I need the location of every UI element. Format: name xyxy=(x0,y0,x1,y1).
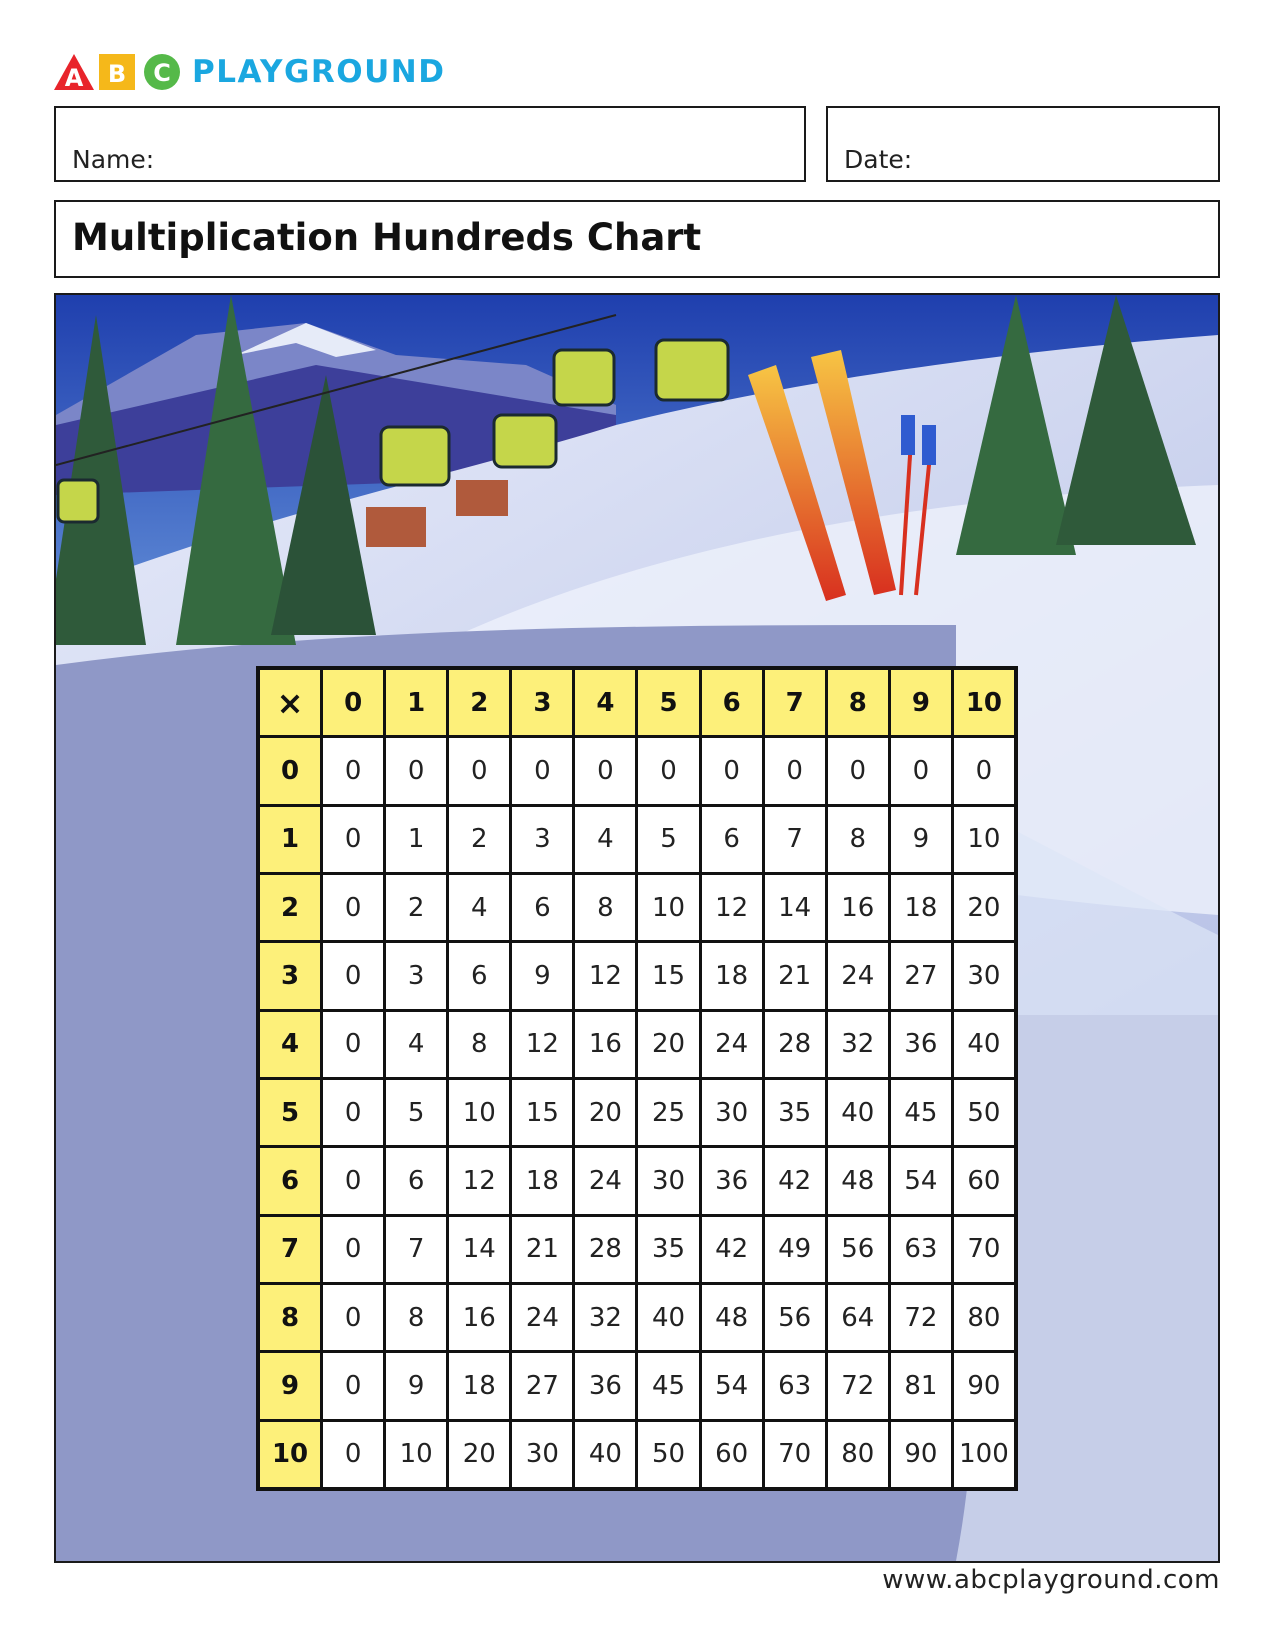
row-header: 8 xyxy=(260,1285,320,1350)
column-header: 3 xyxy=(512,670,572,735)
product-cell: 45 xyxy=(638,1353,698,1418)
product-cell: 10 xyxy=(638,875,698,940)
product-cell: 10 xyxy=(449,1080,509,1145)
product-cell: 9 xyxy=(386,1353,446,1418)
product-cell: 4 xyxy=(575,807,635,872)
product-cell: 8 xyxy=(449,1012,509,1077)
product-cell: 14 xyxy=(765,875,825,940)
product-cell: 90 xyxy=(891,1422,951,1487)
product-cell: 20 xyxy=(449,1422,509,1487)
product-cell: 15 xyxy=(512,1080,572,1145)
product-cell: 24 xyxy=(575,1148,635,1213)
brand-logo xyxy=(54,52,445,92)
product-cell: 80 xyxy=(828,1422,888,1487)
product-cell: 50 xyxy=(638,1422,698,1487)
product-cell: 49 xyxy=(765,1217,825,1282)
product-cell: 6 xyxy=(386,1148,446,1213)
product-cell: 64 xyxy=(828,1285,888,1350)
product-cell: 0 xyxy=(512,738,572,803)
column-header: 7 xyxy=(765,670,825,735)
product-cell: 45 xyxy=(891,1080,951,1145)
logo-letter-b: B xyxy=(107,60,127,88)
product-cell: 14 xyxy=(449,1217,509,1282)
product-cell: 16 xyxy=(575,1012,635,1077)
product-cell: 6 xyxy=(702,807,762,872)
column-header: 8 xyxy=(828,670,888,735)
multiply-symbol-cell: × xyxy=(260,670,320,735)
product-cell: 100 xyxy=(954,1422,1014,1487)
product-cell: 50 xyxy=(954,1080,1014,1145)
product-cell: 15 xyxy=(638,943,698,1008)
product-cell: 70 xyxy=(765,1422,825,1487)
column-header: 9 xyxy=(891,670,951,735)
product-cell: 8 xyxy=(575,875,635,940)
product-cell: 4 xyxy=(386,1012,446,1077)
row-header: 6 xyxy=(260,1148,320,1213)
product-cell: 30 xyxy=(702,1080,762,1145)
product-cell: 0 xyxy=(891,738,951,803)
date-label: Date: xyxy=(844,145,913,174)
product-cell: 0 xyxy=(765,738,825,803)
product-cell: 0 xyxy=(323,1012,383,1077)
product-cell: 28 xyxy=(575,1217,635,1282)
column-header: 2 xyxy=(449,670,509,735)
product-cell: 0 xyxy=(323,807,383,872)
row-header: 3 xyxy=(260,943,320,1008)
product-cell: 0 xyxy=(702,738,762,803)
product-cell: 40 xyxy=(575,1422,635,1487)
product-cell: 10 xyxy=(954,807,1014,872)
name-label: Name: xyxy=(72,145,155,174)
product-cell: 0 xyxy=(323,1422,383,1487)
product-cell: 36 xyxy=(702,1148,762,1213)
title-box xyxy=(54,200,1220,278)
product-cell: 30 xyxy=(954,943,1014,1008)
product-cell: 27 xyxy=(891,943,951,1008)
logo-wordmark: PLAYGROUND xyxy=(192,54,446,90)
product-cell: 40 xyxy=(828,1080,888,1145)
product-cell: 5 xyxy=(638,807,698,872)
product-cell: 0 xyxy=(323,875,383,940)
product-cell: 35 xyxy=(638,1217,698,1282)
product-cell: 35 xyxy=(765,1080,825,1145)
product-cell: 6 xyxy=(449,943,509,1008)
date-field[interactable] xyxy=(826,106,1220,182)
product-cell: 30 xyxy=(638,1148,698,1213)
product-cell: 0 xyxy=(323,1148,383,1213)
product-cell: 18 xyxy=(702,943,762,1008)
product-cell: 18 xyxy=(449,1353,509,1418)
product-cell: 90 xyxy=(954,1353,1014,1418)
product-cell: 1 xyxy=(386,807,446,872)
product-cell: 3 xyxy=(386,943,446,1008)
product-cell: 2 xyxy=(386,875,446,940)
product-cell: 20 xyxy=(575,1080,635,1145)
product-cell: 0 xyxy=(449,738,509,803)
product-cell: 56 xyxy=(828,1217,888,1282)
product-cell: 0 xyxy=(323,1080,383,1145)
product-cell: 21 xyxy=(765,943,825,1008)
abc-logo-icon xyxy=(54,52,186,92)
product-cell: 48 xyxy=(828,1148,888,1213)
product-cell: 72 xyxy=(891,1285,951,1350)
product-cell: 4 xyxy=(449,875,509,940)
product-cell: 0 xyxy=(638,738,698,803)
product-cell: 8 xyxy=(386,1285,446,1350)
row-header: 2 xyxy=(260,875,320,940)
product-cell: 72 xyxy=(828,1353,888,1418)
product-cell: 18 xyxy=(891,875,951,940)
product-cell: 24 xyxy=(702,1012,762,1077)
product-cell: 5 xyxy=(386,1080,446,1145)
row-header: 9 xyxy=(260,1353,320,1418)
product-cell: 25 xyxy=(638,1080,698,1145)
footer-url: www.abcplayground.com xyxy=(882,1565,1220,1595)
row-header: 0 xyxy=(260,738,320,803)
product-cell: 0 xyxy=(323,738,383,803)
row-header: 7 xyxy=(260,1217,320,1282)
product-cell: 81 xyxy=(891,1353,951,1418)
product-cell: 60 xyxy=(954,1148,1014,1213)
product-cell: 2 xyxy=(449,807,509,872)
product-cell: 24 xyxy=(512,1285,572,1350)
product-cell: 48 xyxy=(702,1285,762,1350)
product-cell: 42 xyxy=(702,1217,762,1282)
product-cell: 21 xyxy=(512,1217,572,1282)
page-title: Multiplication Hundreds Chart xyxy=(72,216,702,259)
product-cell: 12 xyxy=(575,943,635,1008)
column-header: 6 xyxy=(702,670,762,735)
product-cell: 0 xyxy=(323,1285,383,1350)
product-cell: 40 xyxy=(954,1012,1014,1077)
product-cell: 9 xyxy=(891,807,951,872)
product-cell: 24 xyxy=(828,943,888,1008)
logo-letter-a: A xyxy=(64,64,84,92)
product-cell: 54 xyxy=(702,1353,762,1418)
product-cell: 0 xyxy=(954,738,1014,803)
product-cell: 56 xyxy=(765,1285,825,1350)
product-cell: 36 xyxy=(891,1012,951,1077)
product-cell: 0 xyxy=(323,1217,383,1282)
product-cell: 0 xyxy=(323,1353,383,1418)
product-cell: 54 xyxy=(891,1148,951,1213)
product-cell: 63 xyxy=(891,1217,951,1282)
product-cell: 32 xyxy=(828,1012,888,1077)
product-cell: 18 xyxy=(512,1148,572,1213)
row-header: 4 xyxy=(260,1012,320,1077)
product-cell: 40 xyxy=(638,1285,698,1350)
logo-letter-c: C xyxy=(153,59,171,87)
product-cell: 12 xyxy=(702,875,762,940)
product-cell: 3 xyxy=(512,807,572,872)
product-cell: 30 xyxy=(512,1422,572,1487)
product-cell: 0 xyxy=(323,943,383,1008)
product-cell: 28 xyxy=(765,1012,825,1077)
product-cell: 7 xyxy=(765,807,825,872)
product-cell: 16 xyxy=(828,875,888,940)
product-cell: 0 xyxy=(575,738,635,803)
product-cell: 7 xyxy=(386,1217,446,1282)
product-cell: 60 xyxy=(702,1422,762,1487)
row-header: 5 xyxy=(260,1080,320,1145)
product-cell: 12 xyxy=(512,1012,572,1077)
product-cell: 20 xyxy=(638,1012,698,1077)
column-header: 5 xyxy=(638,670,698,735)
row-header: 10 xyxy=(260,1422,320,1487)
product-cell: 0 xyxy=(386,738,446,803)
product-cell: 42 xyxy=(765,1148,825,1213)
product-cell: 6 xyxy=(512,875,572,940)
product-cell: 27 xyxy=(512,1353,572,1418)
name-field[interactable] xyxy=(54,106,806,182)
product-cell: 12 xyxy=(449,1148,509,1213)
product-cell: 8 xyxy=(828,807,888,872)
product-cell: 20 xyxy=(954,875,1014,940)
product-cell: 70 xyxy=(954,1217,1014,1282)
column-header: 10 xyxy=(954,670,1014,735)
row-header: 1 xyxy=(260,807,320,872)
product-cell: 32 xyxy=(575,1285,635,1350)
product-cell: 10 xyxy=(386,1422,446,1487)
column-header: 4 xyxy=(575,670,635,735)
product-cell: 63 xyxy=(765,1353,825,1418)
column-header: 0 xyxy=(323,670,383,735)
product-cell: 36 xyxy=(575,1353,635,1418)
multiplication-table xyxy=(256,666,1018,1491)
product-cell: 16 xyxy=(449,1285,509,1350)
product-cell: 9 xyxy=(512,943,572,1008)
product-cell: 0 xyxy=(828,738,888,803)
column-header: 1 xyxy=(386,670,446,735)
product-cell: 80 xyxy=(954,1285,1014,1350)
